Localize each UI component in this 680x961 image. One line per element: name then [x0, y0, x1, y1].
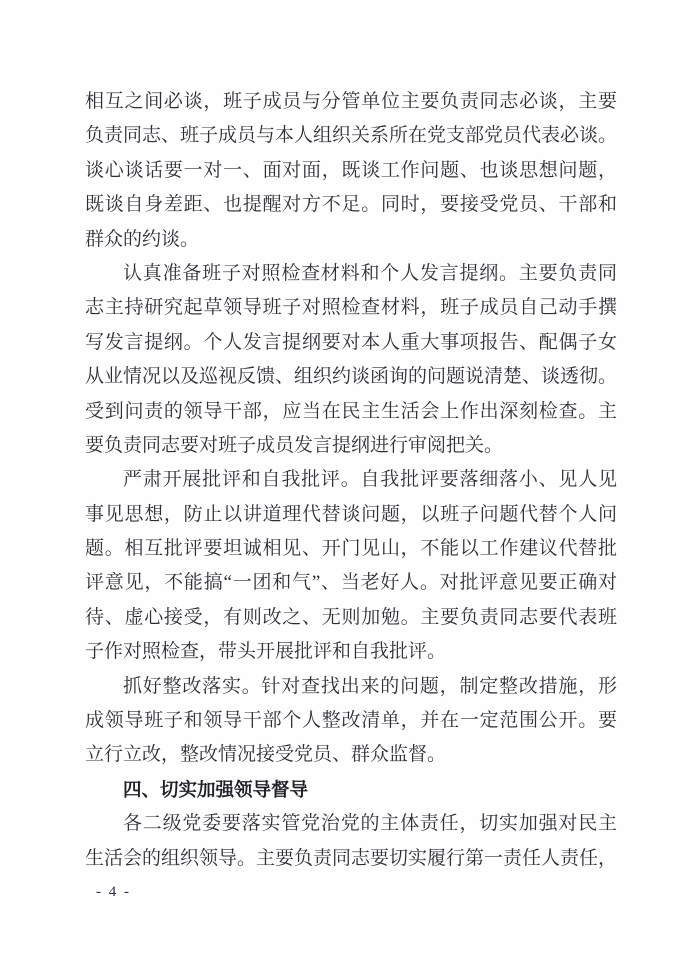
text-line: 志主持研究起草领导班子对照检查材料，班子成员自己动手撰: [85, 297, 617, 319]
text-line: 立行立改，整改情况接受党员、群众监督。: [85, 744, 447, 766]
paragraph: [85, 670, 617, 773]
text-line: 成领导班子和领导干部个人整改清单，并在一定范围公开。要: [85, 710, 617, 732]
page-number: - 4 -: [96, 884, 131, 900]
paragraph: [85, 807, 617, 876]
text-line: 谈心谈话要一对一、面对面，既谈工作问题、也谈思想问题，: [85, 159, 617, 181]
text-line: 事见思想，防止以讲道理代替谈问题，以班子问题代替个人问: [85, 503, 617, 525]
text-line: 认真准备班子对照检查材料和个人发言提纲。主要负责同: [123, 262, 617, 284]
text-line: 既谈自身差距、也提醒对方不足。同时，要接受党员、干部和: [85, 194, 617, 216]
text-line: 相互之间必谈，班子成员与分管单位主要负责同志必谈，主要: [85, 91, 617, 112]
text-line: 受到问责的领导干部，应当在民主生活会上作出深刻检查。主: [85, 400, 617, 422]
text-line: 抓好整改落实。针对查找出来的问题，制定整改措施，形: [123, 675, 617, 697]
text-line: 待、虚心接受，有则改之、无则加勉。主要负责同志要代表班: [85, 606, 617, 628]
text-line: 严肃开展批评和自我批评。自我批评要落细落小、见人见: [123, 469, 617, 491]
text-line: 生活会的组织领导。主要负责同志要切实履行第一责任人责任，: [85, 847, 617, 869]
document-body: [85, 85, 617, 876]
text-line: 子作对照检查，带头开展批评和自我批评。: [85, 641, 447, 663]
paragraph: [85, 257, 617, 463]
paragraph: [85, 463, 617, 669]
text-line: 题。相互批评要坦诚相见、开门见山，不能以工作建议代替批: [85, 538, 617, 560]
section-heading: 四、切实加强领导督导: [123, 778, 309, 800]
paragraph: [85, 85, 617, 257]
text-line: 从业情况以及巡视反馈、组织约谈函询的问题说清楚、谈透彻。: [85, 366, 617, 388]
text-line: 负责同志、班子成员与本人组织关系所在党支部党员代表必谈。: [85, 125, 617, 147]
text-line: 写发言提纲。个人发言提纲要对本人重大事项报告、配偶子女: [85, 331, 617, 353]
text-line: 群众的约谈。: [85, 228, 200, 250]
text-line: 要负责同志要对班子成员发言提纲进行审阅把关。: [85, 434, 504, 456]
text-line: 评意见，不能搞“一团和气”、当老好人。对批评意见要正确对: [85, 572, 617, 594]
text-line: 各二级党委要落实管党治党的主体责任，切实加强对民主: [123, 813, 617, 835]
